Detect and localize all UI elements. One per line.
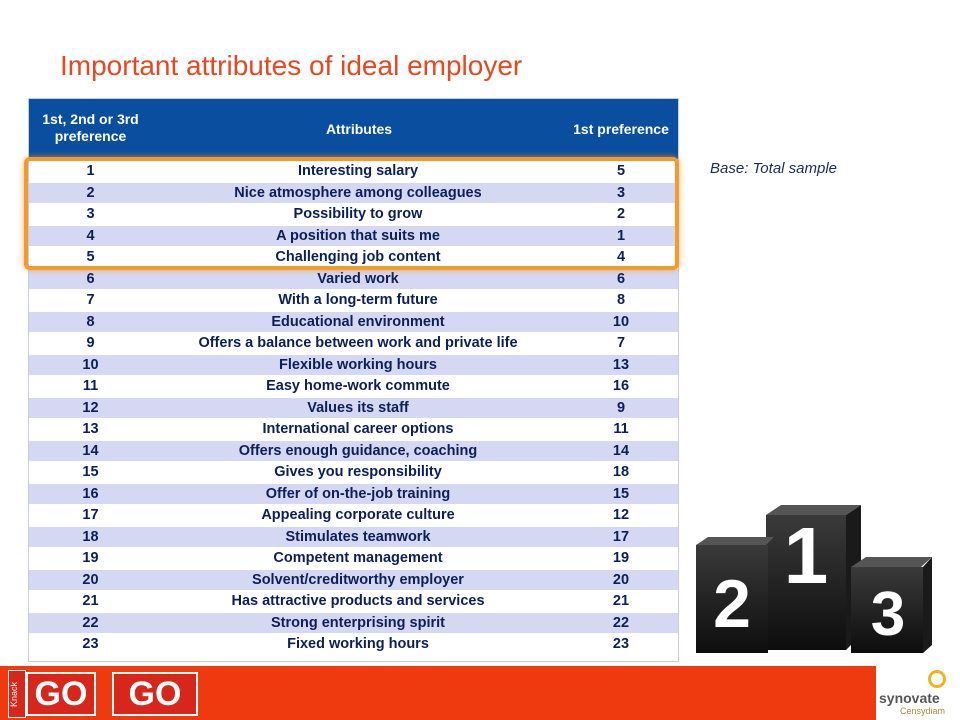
cell-first-preference: 12 — [612, 507, 630, 523]
cell-first-preference: 1 — [616, 227, 626, 244]
cell-attribute: Gives you responsibility — [274, 464, 442, 480]
cell-attribute: Stimulates teamwork — [285, 528, 431, 545]
cell-attribute: Appealing corporate culture — [261, 507, 455, 523]
cell-rank: 22 — [82, 614, 99, 631]
cell-rank: 6 — [86, 270, 95, 287]
go-logo-vif: GO — [112, 672, 198, 716]
cell-rank: 10 — [82, 356, 99, 373]
cell-first-preference: 10 — [612, 313, 630, 330]
cell-first-preference: 13 — [612, 356, 630, 373]
table-row — [29, 376, 678, 396]
top5-highlight-frame — [24, 157, 679, 270]
cell-first-preference: 21 — [612, 593, 630, 609]
cell-rank: 1 — [86, 163, 95, 179]
cell-first-preference: 17 — [612, 528, 630, 545]
header-rank: 1st, 2nd or 3rd preference — [42, 111, 139, 144]
cell-first-preference: 11 — [613, 421, 629, 437]
table-row — [29, 548, 678, 568]
cell-attribute: Offer of on-the-job training — [265, 485, 451, 502]
base-note: Base: Total sample — [710, 160, 838, 177]
cell-first-preference: 5 — [616, 163, 626, 179]
table-row — [29, 570, 678, 590]
table-row — [29, 613, 678, 633]
cell-first-preference: 15 — [612, 485, 630, 502]
header-attributes: Attributes — [325, 121, 393, 137]
knack-logo: Knack — [8, 670, 26, 718]
table-row — [29, 398, 678, 418]
cell-rank: 21 — [82, 593, 99, 609]
cell-rank: 14 — [82, 442, 99, 459]
cell-attribute: Interesting salary — [297, 163, 419, 179]
synovate-subname: Censydiam — [900, 706, 946, 716]
cell-rank: 9 — [86, 335, 95, 351]
synovate-ring-icon — [928, 670, 946, 688]
cell-rank: 8 — [86, 313, 95, 330]
table-row — [29, 312, 678, 332]
cell-first-preference: 22 — [612, 614, 630, 631]
synovate-name: synovate — [879, 690, 940, 706]
table-row — [29, 462, 678, 482]
cell-attribute: Has attractive products and services — [231, 593, 485, 609]
cell-rank: 11 — [82, 378, 99, 394]
cell-attribute: International career options — [262, 421, 454, 437]
cell-attribute: Varied work — [317, 270, 399, 287]
cell-attribute: Educational environment — [271, 313, 445, 330]
table-row — [29, 505, 678, 525]
cell-rank: 19 — [82, 550, 99, 566]
cell-rank: 7 — [86, 292, 95, 308]
cell-first-preference: 7 — [616, 335, 626, 351]
cell-attribute: A position that suits me — [276, 227, 440, 244]
synovate-logo — [876, 666, 960, 720]
cell-first-preference: 4 — [616, 249, 626, 265]
podium-label-first: 1 — [783, 511, 829, 600]
cell-first-preference: 14 — [612, 442, 630, 459]
podium-right-side-shade — [923, 557, 932, 653]
cell-first-preference: 19 — [612, 550, 630, 566]
cell-attribute: Competent management — [273, 550, 443, 566]
cell-rank: 20 — [82, 571, 99, 588]
table-row — [29, 634, 678, 654]
podium-label-third: 3 — [870, 580, 906, 649]
cell-rank: 12 — [82, 399, 99, 416]
podium-left-top-shade — [696, 537, 774, 545]
cell-rank: 17 — [82, 507, 99, 523]
cell-rank: 3 — [86, 206, 95, 222]
cell-first-preference: 16 — [612, 378, 630, 394]
cell-first-preference: 9 — [616, 399, 626, 416]
podium-label-second: 2 — [713, 566, 751, 642]
cell-rank: 23 — [82, 636, 99, 652]
footer-bar — [0, 666, 960, 720]
cell-first-preference: 18 — [612, 464, 630, 480]
cell-attribute: Strong enterprising spirit — [270, 614, 445, 631]
cell-attribute: Challenging job content — [275, 249, 441, 265]
table-row — [29, 419, 678, 439]
table-row — [29, 484, 678, 504]
table-row — [29, 591, 678, 611]
cell-first-preference: 20 — [612, 571, 630, 588]
cell-first-preference: 6 — [616, 270, 626, 287]
page-title: Important attributes of ideal employer — [60, 50, 523, 81]
cell-first-preference: 23 — [612, 636, 630, 652]
table-row — [29, 269, 678, 289]
cell-attribute: With a long-term future — [278, 292, 438, 308]
header-first-preference: 1st preference — [573, 121, 669, 137]
cell-attribute: Possibility to grow — [293, 206, 423, 222]
table-row — [29, 527, 678, 547]
cell-first-preference: 8 — [616, 292, 626, 308]
cell-attribute: Offers a balance between work and private life — [198, 335, 518, 351]
cell-rank: 2 — [86, 184, 95, 201]
table-header — [29, 99, 678, 159]
cell-attribute: Solvent/creditworthy employer — [252, 571, 464, 588]
table-row — [29, 290, 678, 310]
table-row — [29, 441, 678, 461]
cell-attribute: Flexible working hours — [279, 356, 437, 373]
cell-first-preference: 3 — [616, 184, 626, 201]
cell-attribute: Easy home-work commute — [266, 378, 450, 394]
cell-rank: 18 — [82, 528, 99, 545]
cell-rank: 13 — [82, 421, 99, 437]
cell-rank: 4 — [86, 227, 95, 244]
cell-rank: 15 — [82, 464, 99, 480]
cell-first-preference: 2 — [616, 206, 626, 222]
cell-attribute: Nice atmosphere among colleagues — [234, 184, 482, 201]
cell-attribute: Offers enough guidance, coaching — [238, 442, 478, 459]
cell-attribute: Values its staff — [307, 399, 409, 416]
cell-rank: 16 — [82, 485, 99, 502]
podium-illustration — [696, 505, 936, 655]
podium-right-top-shade — [851, 557, 932, 567]
table-row — [29, 355, 678, 375]
table-row — [29, 333, 678, 353]
cell-rank: 5 — [86, 249, 95, 265]
go-logo-knack: GO — [26, 672, 96, 716]
cell-attribute: Fixed working hours — [287, 636, 429, 652]
